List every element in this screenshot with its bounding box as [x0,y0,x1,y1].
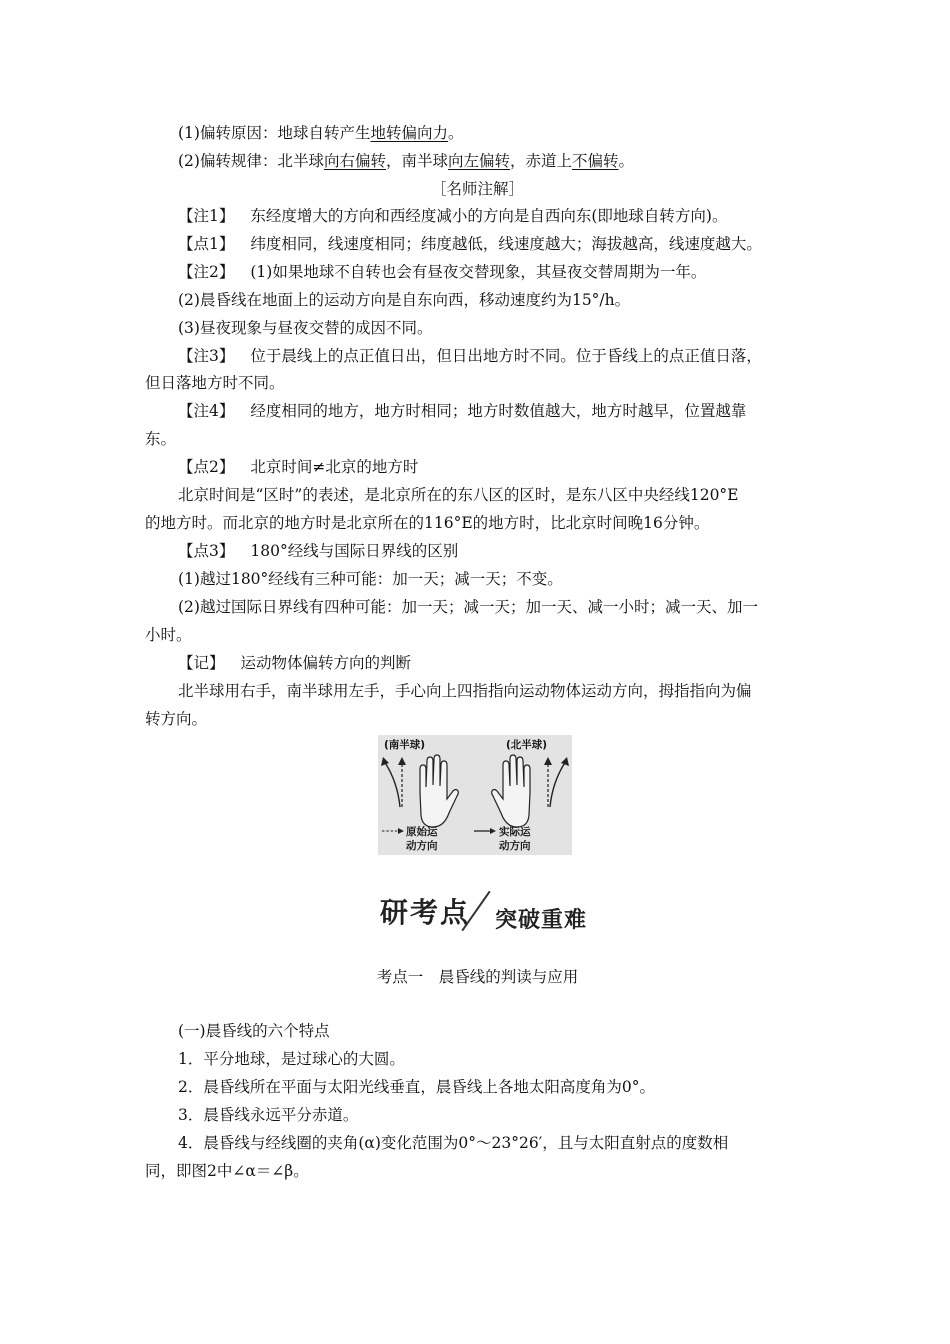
kaodian-item-2: 2．晨昏线所在平面与太阳光线垂直，晨昏线上各地太阳高度角为0°。 [178,1078,655,1096]
kaodian-item-4: 4．晨昏线与经线圈的夹角(α)变化范围为0°～23°26′，且与太阳直射点的度数相 [178,1134,729,1152]
note-3-cont: 但日落地方时不同。 [145,374,285,392]
underlined-term: 地转偏向力 [370,124,448,142]
text: ，南半球 [385,152,448,170]
note-tag: 【注4】 [178,402,235,420]
south-hemisphere-label: (南半球) [384,739,426,751]
deflection-cause [178,123,810,143]
text: ，赤道上 [510,152,573,170]
kaodian-item-1: 1．平分地球，是过球心的大圆。 [178,1050,405,1068]
legend-original-label-1: 原始运 [406,826,438,838]
kaodian-subheading: (一)晨昏线的六个特点 [178,1022,330,1040]
note-tag: 【注3】 [178,347,235,365]
kaodian-title: 考点一 晨昏线的判读与应用 [376,968,579,986]
note-text: 北京时间≠北京的地方时 [250,458,419,476]
note-tag: 【注1】 [178,207,235,225]
note-2-item-3: (3)昼夜现象与昼夜交替的成因不同。 [178,319,433,337]
point-3-item-1: (1)越过180°经线有三种可能：加一天；减一天；不变。 [178,570,563,588]
note-1 [178,206,810,226]
text: (2)偏转规律：北半球 [178,152,324,170]
section-title-main: 研考点 [380,896,471,929]
kaodian-item-3: 3．晨昏线永远平分赤道。 [178,1106,359,1124]
point-2 [178,457,810,477]
north-hemisphere-label: (北半球) [506,739,548,751]
underlined-term: 不偏转 [572,152,619,170]
hand-rule-figure [378,735,572,855]
note-2 [178,262,810,282]
underlined-term: 向右偏转 [323,152,386,170]
note-text: 纬度相同，线速度相同；纬度越低，线速度越大；海拔越高，线速度越大。 [250,235,762,253]
point-3-item-2: (2)越过国际日界线有四种可能：加一天；减一天；加一天、减一小时；减一天、加一 [178,598,758,616]
note-4-cont: 东。 [145,430,177,448]
note-2-item-2: (2)晨昏线在地面上的运动方向是自东向西，移动速度约为15°/h。 [178,291,631,309]
point-3 [178,541,810,561]
legend-actual-label-1: 实际运 [499,826,531,838]
memo-text: 北半球用右手，南半球用左手，手心向上四指指向运动物体运动方向，拇指指向为偏 [178,682,752,700]
memo [178,653,810,673]
note-tag: 【点3】 [178,542,235,560]
kaodian-item-4-cont: 同，即图2中∠α＝∠β。 [145,1162,309,1180]
section-header [380,885,600,931]
section-title-sub: 突破重难 [495,908,588,933]
teacher-notes-heading: ［名师注解］ [430,180,524,198]
memo-text-cont: 转方向。 [145,710,208,728]
note-4 [178,401,810,421]
text: (1)偏转原因：地球自转产生 [178,124,371,142]
note-3 [178,346,810,366]
text: 。 [447,124,464,142]
point-1 [178,234,810,254]
point-2-text-cont: 的地方时。而北京的地方时是北京所在的116°E的地方时，比北京时间晚16分钟。 [145,514,710,532]
note-tag: 【点1】 [178,235,235,253]
note-text: (1)如果地球不自转也会有昼夜交替现象，其昼夜交替周期为一年。 [250,263,707,281]
legend-actual-label-2: 动方向 [499,840,531,852]
note-text: 运动物体偏转方向的判断 [240,654,412,672]
text: 。 [618,152,635,170]
deflection-rule [178,151,810,171]
note-text: 东经度增大的方向和西经度减小的方向是自西向东(即地球自转方向)。 [250,207,728,225]
legend-original-label-2: 动方向 [406,840,438,852]
note-tag: 【记】 [178,654,225,672]
underlined-term: 向左偏转 [448,152,511,170]
point-3-item-2-cont: 小时。 [145,626,192,644]
point-2-text: 北京时间是“区时”的表述，是北京所在的东八区的区时，是东八区中央经线120°E [178,486,739,504]
note-text: 位于晨线上的点正值日出，但日出地方时不同。位于昏线上的点正值日落， [250,347,762,365]
note-text: 180°经线与国际日界线的区别 [250,542,459,560]
note-text: 经度相同的地方，地方时相同；地方时数值越大，地方时越早，位置越靠 [250,402,747,420]
note-tag: 【点2】 [178,458,235,476]
note-tag: 【注2】 [178,263,235,281]
